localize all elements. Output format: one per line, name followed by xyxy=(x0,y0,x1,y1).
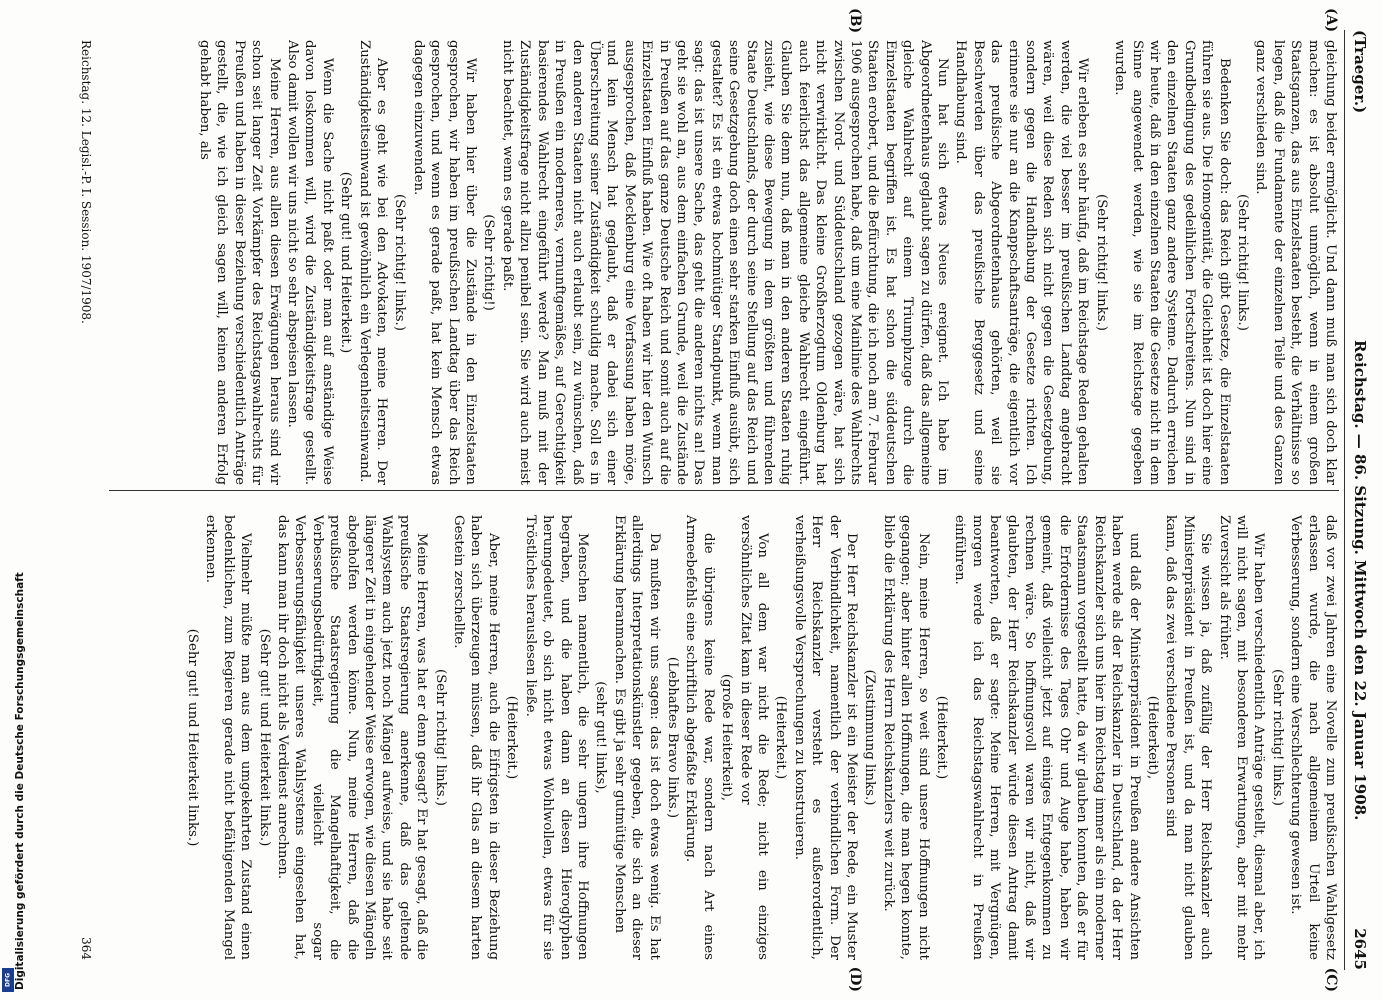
margin-mark-c: (C) xyxy=(1323,967,1339,992)
header-rule xyxy=(1344,30,1345,970)
interjection: (Sehr richtig! links.) xyxy=(1093,194,1109,331)
paragraph: Von all dem war nicht die Rede; nicht ein einziges versöhnliches Zitat kam in dieser Rede vor xyxy=(737,515,770,960)
paragraph: gleichung beider ermöglicht. Und dann muß man sich doch klar machen: es ist absolut unmöglich, wenn in einem großen Staatsganzen, das aus Einzelstaaten besteht, die Verhältnisse so liegen, daß die Fundamente der einzelnen Teile und des Ganzen ganz verschieden sind. xyxy=(1253,40,1338,485)
interjection: (große Heiterkeit), xyxy=(719,673,735,802)
interjection: (Sehr gut! und Heiterkeit.) xyxy=(338,171,354,354)
interjection: (Sehr gut! und Heiterkeit links.) xyxy=(185,628,200,847)
interjection: (sehr gut! links), xyxy=(593,681,609,794)
paragraph: Der Herr Reichskanzler ist ein Meister der Rede, ein Muster der Verbindlichkeit, namentlich der verbindlichen Form. Der Herr Reichskanzler versteht es außerordentlich, verheißungsvolle Versprechungen zu konstruieren. xyxy=(791,515,860,960)
interjection: (Sehr richtig!) xyxy=(481,214,497,311)
interjection: (Lebhaftes Bravo links.) xyxy=(664,656,680,819)
digitization-credit xyxy=(0,500,26,990)
page-number: 2645 xyxy=(1351,928,1369,970)
paragraph: und daß der Ministerpräsident in Preußen andere Ansichten haben werde als der Reichskanzler in Deutschland, da der Herr Reichskanzler sich uns hier im Reichstag immer als ein moderner Staatsmann vorgestellt hatte, da wir glauben konnten, daß er für die Erfordernisse des Tages Ohr und Auge habe, haben wir gemeint, daß vielleicht jetzt auf einiges Entgegenkommen zu rechnen wäre. So hoffnungsvoll waren wir nicht, daß wir glaubten, der Herr Reichskanzler würde diesen Antrag damit beantworten, daß er sagte: Meine Herren, mit Vergnügen, morgen werde ich das Reichstagswahlrecht in Preußen einführen. xyxy=(952,515,1142,960)
column-divider xyxy=(109,490,1339,491)
interjection: (Heiterkeit.) xyxy=(934,695,950,780)
paragraph: Nein, meine Herren, so weit sind unsere Hoffnungen nicht gegangen; aber hinter allen Hoffnungen, die man hegen konnte, blieb die Erklärung des Herrn Reichskanzlers weit zurück. xyxy=(880,515,931,960)
interjection: (Heiterkeit.) xyxy=(773,695,789,780)
paragraph: Vielmehr müßte man aus dem umgekehrten Zustand einen bedenklichen, zum Regieren gerade nicht befähigenden Mangel erkennen. xyxy=(203,515,254,960)
paragraph: Bedenken Sie doch: das Reich gibt Gesetze, die Einzelstaaten führen sie aus. Die Homogenität, die Gleichheit ist doch hier eine Grundbedingung des gedeihlichen Fortschreitens. Nun sind in den einzelnen Staaten ganz andere Systeme. Dadurch erreichen wir heute, daß in den einzelnen Staaten die Gesetze nicht in dem Sinne angewendet werden, wie sie im Reichstage gegeben wurden. xyxy=(1112,40,1232,485)
paragraph: Wir haben verschiedentlich Anträge gestellt, diesmal aber, ich will nicht sagen, mit besonderen Erwartungen, aber mit mehr Zuversicht als früher. xyxy=(1216,515,1267,960)
interjection: (Sehr gut! und Heiterkeit links.) xyxy=(256,628,272,847)
text-column-left xyxy=(89,40,1339,485)
footer-sheet-number: 364 xyxy=(79,937,93,960)
interjection: (Heiterkeit.) xyxy=(504,695,520,780)
margin-mark-b: (B) xyxy=(847,8,863,34)
header-title: Reichstag. — 86. Sitzung. Mittwoch den 22. Januar 1908. xyxy=(1351,340,1369,821)
paragraph: Wir haben hier über die Zustände in den Einzelstaaten gesprochen, wir haben im preußischen Landtag über das Reich gesprochen, und wenn es gerade paßt, hat kein Mensch etwas dagegen einzuwenden. xyxy=(410,40,479,485)
dfg-logo: DFG xyxy=(2,968,14,992)
interjection: (Heiterkeit), xyxy=(1144,695,1160,780)
paragraph: Meine Herren, was hat er denn gesagt? Er hat gesagt, daß die preußische Staatsregierung anerkenne, daß das geltende Wahlsystem auch jetzt noch Mängel aufweise, und sie habe seit längerer Zeit in eingehender Weise erwogen, wie diesen Mängeln abgeholfen werden könne. Nun, meine Herren, daß die preußische Staatsregierung die Mangelhaftigkeit, die Verbesserungsbedürftigkeit, vielleicht sogar Verbesserungsfähigkeit unseres Wahlsystems eingesehen hat, das kann man ihr doch nicht als Verdienst anrechnen. xyxy=(275,515,430,960)
margin-mark-d: (D) xyxy=(847,966,863,992)
paragraph: Menschen namentlich, die sehr ungern ihre Hoffnungen begraben, und die haben dann an diesen Hieroglyphen herumgedeutet, ob sich nicht etwas Wohlwollen, etwas für sie Tröstliches herauslesen ließe. xyxy=(522,515,590,960)
interjection: (Sehr richtig! links.) xyxy=(1269,669,1285,806)
interjection: (Sehr richtig! links.) xyxy=(432,669,448,806)
paragraph: Sie wissen ja, daß zufällig der Herr Reichskanzler auch Ministerpräsident in Preußen ist, und da man nicht glauben kann, daß das zwei verschiedene Personen sind xyxy=(1163,515,1214,960)
margin-mark-a: (A) xyxy=(1323,8,1339,33)
text-column-right xyxy=(89,515,1339,960)
paragraph: daß vor zwei Jahren eine Novelle zum preußischen Wahlgesetz erlassen wurde, die nach allgemeinem Urteil keine Verbesserung, sondern eine Verschlechterung gewesen ist. xyxy=(1288,515,1338,960)
interjection: (Sehr richtig! links.) xyxy=(392,194,408,331)
interjection: (Zustimmung links.) xyxy=(862,669,878,806)
paragraph: Wenn die Sache nicht paßt oder man auf anständige Weise davon loskommen will, wird die Zuständigkeitsfrage gestellt. Also damit wollen wir uns nicht so sehr abspeisen lassen. xyxy=(285,40,335,485)
paragraph: Da mußten wir uns sagen: das ist doch etwas wenig. Es hat allerdings Interpretationskünstler gegeben, die sich an dieser Erklärung heranmachen. Es gibt ja sehr gutmütige Menschen xyxy=(611,515,662,960)
paragraph: Nun hat sich etwas Neues ereignet. Ich habe im Abgeordnetenhaus geglaubt sagen zu dürfen, daß das allgemeine gleiche Wahlrecht auf einem Triumphzuge durch die Einzelstaaten begriffen ist. Es hat schon die süddeutschen Staaten erobert, und die Befürchtung, die ich noch am 7. Februar 1906 ausgesprochen habe, daß um eine Mainlinie des Wahlrechts zwischen Nord- und Süddeutschland gezogen wäre, hat sich nicht verwirklicht. Das kleine Großherzogtum Oldenburg hat auch feierlichst das allgemeine gleiche Wahlrecht eingeführt. Glauben Sie denn nun, daß man in den anderen Staaten ruhig zusieht, wie diese Bewegung in dem größten und führenden Staate Deutschlands, der durch seine Stellung auf das Reich und seine Gesetzgebung doch einen sehr starken Einfluß ausübt, sich gestaltet? Es ist ein etwas hochmütiger Standpunkt, wenn man sagt: das ist unsere Sache, das geht die anderen nichts an! Das geht sie wohl an, aus dem einfachen Grunde, weil die Zustände in Preußen auf das ganze Deutsche Reich und somit auch auf die Einzelstaaten Einfluß haben. Wie oft haben wir hier den Wunsch ausgesprochen, daß Mecklenburg eine Verfassung haben möge, und kein Mensch hat geglaubt, daß er dabei sich einer Überschreitung seiner Zuständigkeit schuldig mache. Soll es in den anderen Staaten nicht auch erlaubt sein, zu wünschen, daß in Preußen ein moderneres, vernunftgemäßes, auf Gerechtigkeit basierendes Wahlrecht eingeführt werde? Man muß mit der Zuständigkeitsfrage nicht allzu penibel sein. Sie wird auch meist nicht beachtet, wenn es gerade paßt. xyxy=(499,40,951,485)
paragraph: Aber es geht wie bei den Advokaten, meine Herren. Der Zuständigkeitseinwand ist gewöhnlich ein Verlegenheitseinwand. xyxy=(356,40,390,485)
paragraph: Aber, meine Herren, auch die Eifrigsten in dieser Beziehung haben sich überzeugen müssen, daß ihr Glas an diesem harten Gestein zerschellte. xyxy=(451,515,501,960)
interjection: (Sehr richtig! links.) xyxy=(1234,194,1250,331)
paragraph: Meine Herren, aus allen diesen Erwägungen heraus sind wir schon seit langer Zeit Vorkämpfer des Reichstagswahlrechts für Preußen und haben in dieser Beziehung verschiedentlich Anträge gestellt, die, wie ich gleich sagen will, keinen anderen Erfolg gehabt haben, als xyxy=(197,40,282,485)
paragraph: Wir erleben es sehr häufig, daß im Reichstage Reden gehalten werden, die viel besser im preußischen Landtag angebracht wären, weil diese Reden sich nicht gegen die Gesetzgebung, sondern gegen die Handhabung der Gesetze richten. Ich erinnere sie nur an die Knappschaftsanträge, die eigentlich vor das preußische Abgeordnetenhaus gehörten, weil sie Beschwerden über das preußische Berggesetz und seine Handhabung sind. xyxy=(953,40,1091,485)
footer-session: Reichstag. 12. Legisl.-P. I. Session. 1907/1908. xyxy=(79,40,93,324)
paragraph: die übrigens keine Rede war, sondern nach Art eines Armeebefehls eine schriftlich abgefaßte Erklärung. xyxy=(683,515,716,960)
credit-text: Digitalisierung gefördert durch die Deutsche Forschungsgemeinschaft xyxy=(14,572,26,990)
header-speaker: (Traeger.) xyxy=(1351,30,1369,114)
